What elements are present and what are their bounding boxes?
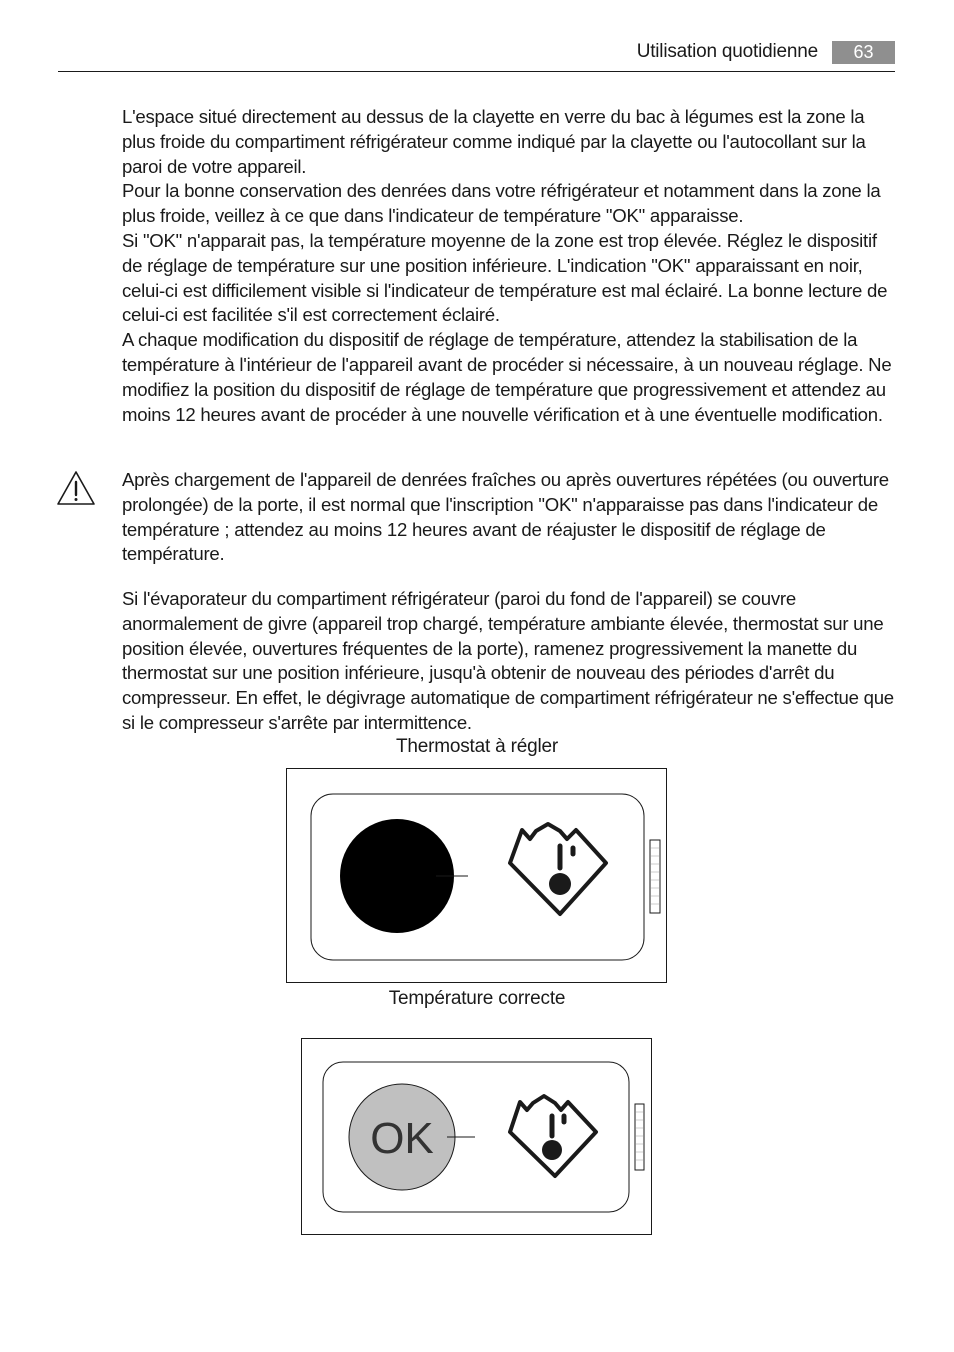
paragraph-coldest-zone: L'espace situé directement au dessus de la clayette en verre du bac à légumes est la zone la plus froide du compartiment réfrigérateur comme indiqué par la clayette ou l'autocollant sur la paroi de votre appareil. [122,106,866,177]
figure-correct-temperature [301,1038,652,1235]
paragraph-ok-missing: Si "OK" n'apparait pas, la température moyenne de la zone est trop élevée. Réglez le dispositif de réglage de température sur une position inférieure. L'indication "OK" apparaissant en noir, celui-ci est difficilement visible si l'indicateur de température est mal éclairé. La bonne lecture de celui-ci est facilitée s'il est correctement éclairé. [122,229,888,326]
intro-text-block [122,105,898,427]
warning-text-block [122,468,898,567]
figure-caption-thermostat: Thermostat à régler [396,736,558,757]
figure-caption-correct-temperature: Température correcte [388,988,566,1009]
section-title: Utilisation quotidienne [636,41,818,62]
ok-label: OK [370,1114,434,1163]
evaporator-text: Si l'évaporateur du compartiment réfrigérateur (paroi du fond de l'appareil) se couvre anormalement de givre (appareil trop chargé, température ambiante élevée, thermostat sur une position élevée, ouvertures fréquentes de la porte), ramenez progressivement la manette du thermostat sur une position inférieure, jusqu'à obtenir de nouveau des périodes d'arrêt du compresseur. En effet, le dégivrage automatique de compartiment réfrigérateur ne s'effectue que si le compresseur s'arrête par intermittence. [122,588,894,733]
figure-thermostat-to-adjust [286,768,667,983]
paragraph-ok-indicator: Pour la bonne conservation des denrées dans votre réfrigérateur et notamment dans la zone la plus froide, veillez à ce que dans l'indicateur de température "OK" apparaisse. [122,180,881,227]
paragraph-stabilisation: A chaque modification du dispositif de réglage de température, attendez la stabilisation de la température à l'intérieur de l'appareil avant de procéder si nécessaire, à un nouveau réglage. Ne modifiez la position du dispositif de réglage de température que progressivement et attendez au moins 12 heures avant de procéder à une nouvelle vérification et à une éventuelle modification. [122,329,892,425]
warning-triangle-icon [56,470,96,506]
evaporator-text-block [122,587,898,736]
page-header [58,40,895,72]
page-number: 63 [832,41,895,64]
warning-text: Après chargement de l'appareil de denrées fraîches ou après ouvertures répétées (ou ouverture prolongée) de la porte, il est normal que l'inscription "OK" n'apparaisse pas dans l'indicateur de température ; attendez au moins 12 heures avant de réajuster le dispositif de réglage de température. [122,469,889,565]
